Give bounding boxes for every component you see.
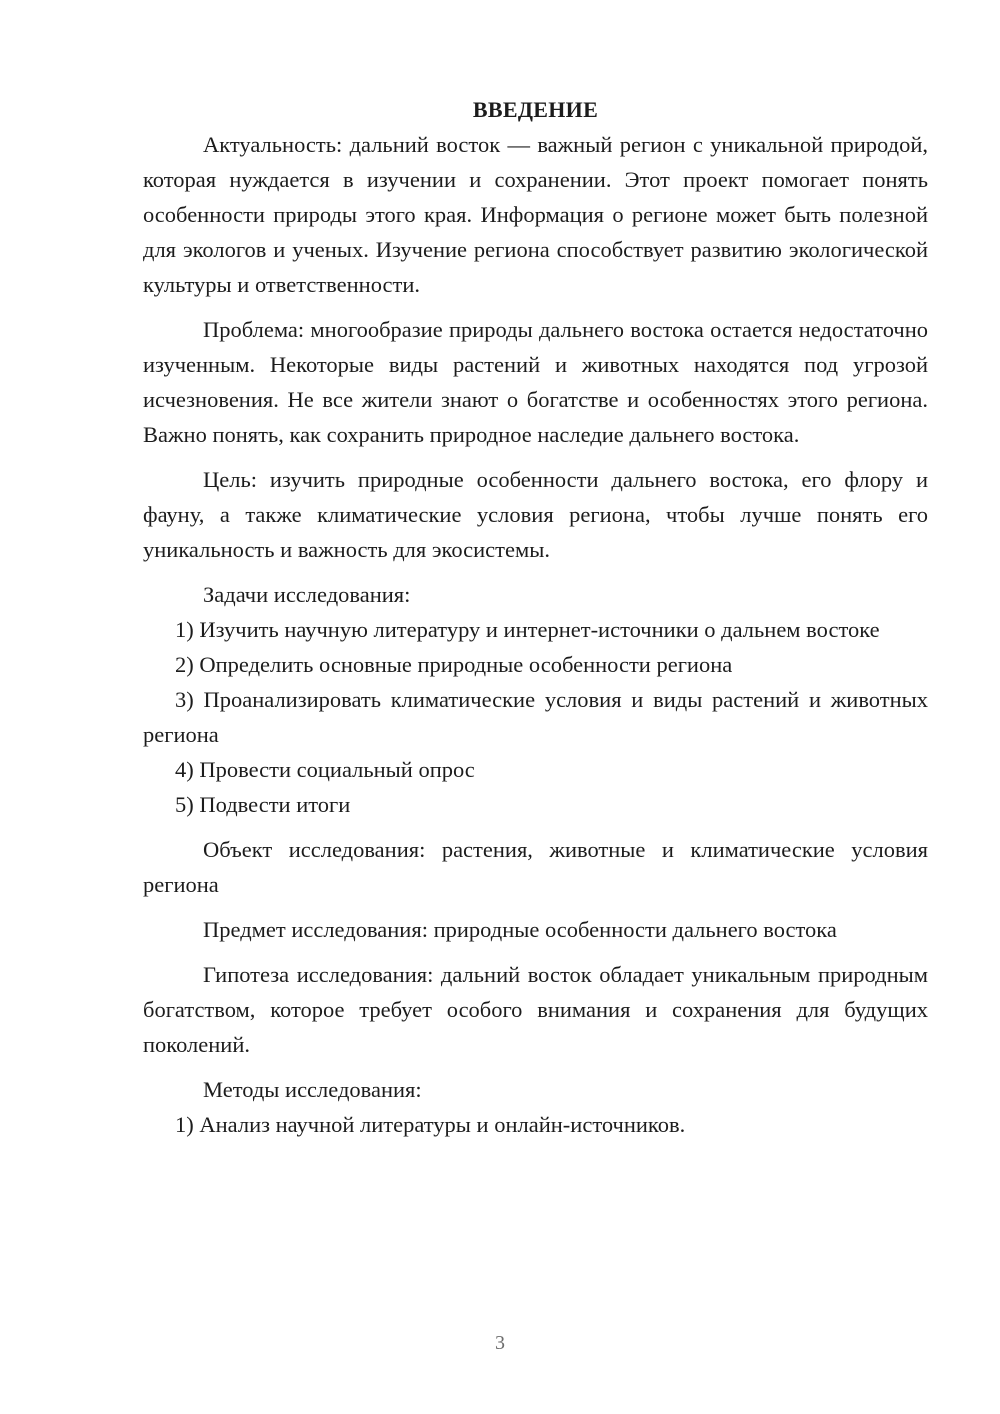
method-item: 1) Анализ научной литературы и онлайн-источников. bbox=[175, 1112, 686, 1137]
tasks-heading: Задачи исследования: bbox=[203, 582, 411, 607]
task-item: 5) Подвести итоги bbox=[175, 792, 351, 817]
task-item: 4) Провести социальный опрос bbox=[175, 757, 475, 782]
paragraph-relevance: Актуальность: дальний восток — важный регион с уникальной природой, которая нуждается в изучении и сохранении. Этот проект помогает понять особенности природы этого края. Информация о регионе может быть полезной для экологов и ученых. Изучение региона способствует развитию экологической культуры и ответственности. bbox=[143, 132, 928, 297]
paragraph-goal: Цель: изучить природные особенности дальнего востока, его флору и фауну, а также климатические условия региона, чтобы лучше понять его уникальность и важность для экосистемы. bbox=[143, 467, 928, 562]
paragraph-subject: Предмет исследования: природные особенности дальнего востока bbox=[203, 917, 837, 942]
paragraph-object: Объект исследования: растения, животные и климатические условия региона bbox=[143, 837, 928, 897]
methods-heading: Методы исследования: bbox=[203, 1077, 422, 1102]
task-item: 3) Проанализировать климатические условия и виды растений и животных региона bbox=[143, 687, 928, 747]
task-item: 1) Изучить научную литературу и интернет-источники о дальнем востоке bbox=[175, 617, 880, 642]
task-item: 2) Определить основные природные особенности региона bbox=[175, 652, 733, 677]
paragraph-problem: Проблема: многообразие природы дальнего востока остается недостаточно изученным. Некоторые виды растений и животных находятся под угрозой исчезновения. Не все жители знают о богатстве и особенностях этого региона. Важно понять, как сохранить природное наследие дальнего востока. bbox=[143, 317, 928, 447]
paragraph-hypothesis: Гипотеза исследования: дальний восток обладает уникальным природным богатством, которое требует особого внимания и сохранения для будущих поколений. bbox=[143, 962, 928, 1057]
section-title: ВВЕДЕНИЕ bbox=[472, 97, 599, 122]
page-number: 3 bbox=[495, 1332, 505, 1354]
document-page bbox=[143, 92, 928, 1142]
